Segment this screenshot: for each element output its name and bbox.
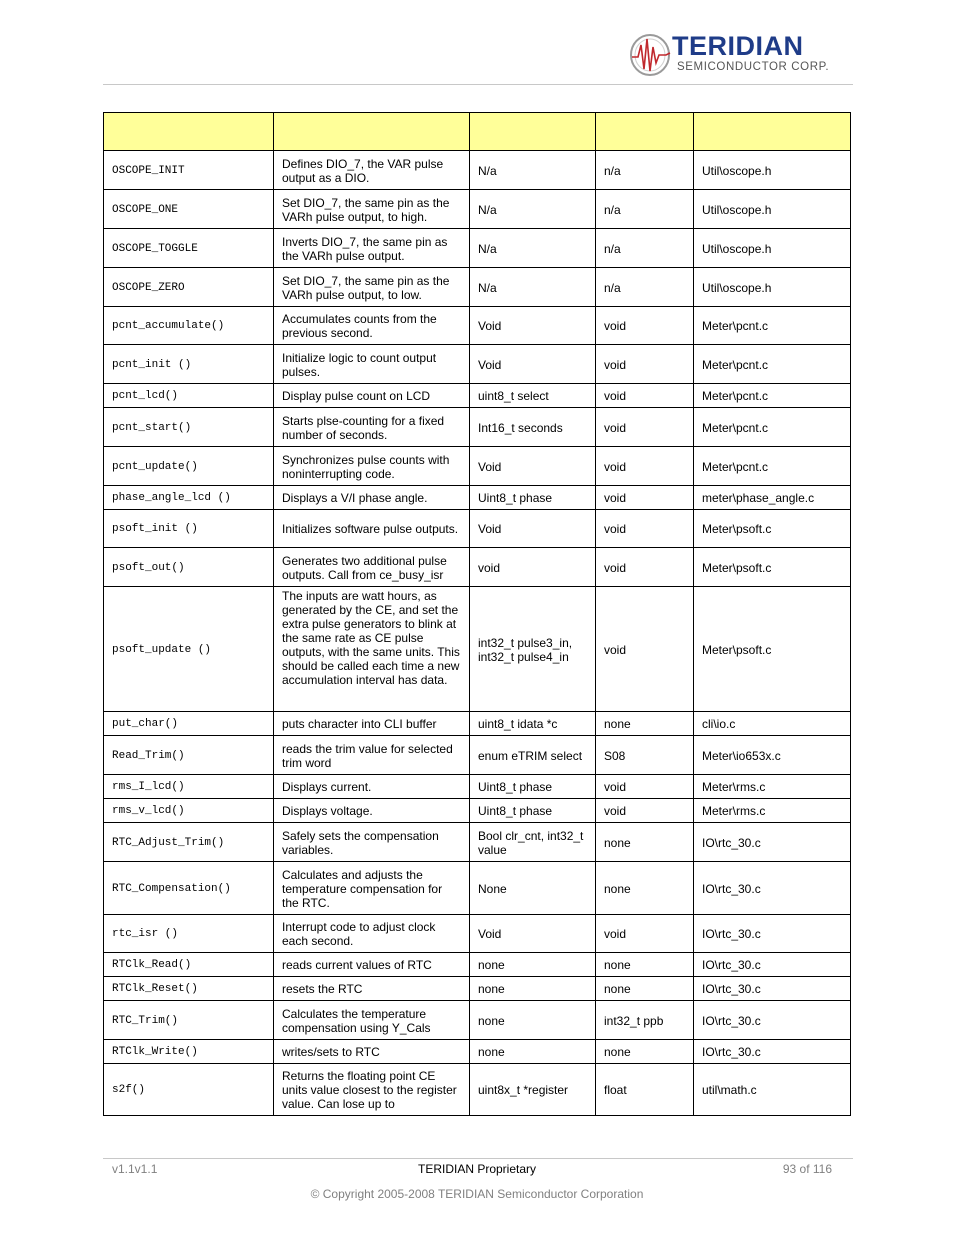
output-cell: none — [596, 862, 694, 915]
document-version: v1.1v1.1 — [112, 1162, 158, 1176]
table-row — [104, 268, 851, 307]
table-row — [104, 151, 851, 190]
table-row — [104, 1001, 851, 1040]
proprietary-notice: TERIDIAN Proprietary — [417, 1162, 537, 1176]
table-row — [104, 915, 851, 953]
function-name-cell: RTC_Trim() — [104, 1001, 274, 1040]
column-header — [694, 113, 851, 151]
description-cell: Displays current. — [274, 775, 470, 799]
table-row — [104, 977, 851, 1001]
file-cell: Meter\psoft.c — [694, 510, 851, 548]
output-cell: n/a — [596, 151, 694, 190]
file-cell: meter\phase_angle.c — [694, 486, 851, 510]
function-name-cell: rms_I_lcd() — [104, 775, 274, 799]
file-cell: Meter\pcnt.c — [694, 447, 851, 486]
table-row — [104, 229, 851, 268]
function-name-cell: put_char() — [104, 712, 274, 736]
description-cell: The inputs are watt hours, as generated by the CE, and set the extra pulse generators to blink at the same rate as CE pulse outputs, with the same units. This should be called each time a new accumulation interval has data. — [274, 587, 470, 712]
file-cell: Meter\psoft.c — [694, 548, 851, 587]
input-cell: void — [470, 548, 596, 587]
input-cell: Void — [470, 915, 596, 953]
file-cell: Util\oscope.h — [694, 229, 851, 268]
output-cell: none — [596, 823, 694, 862]
function-name-cell: RTClk_Read() — [104, 953, 274, 977]
function-name-cell: Read_Trim() — [104, 736, 274, 775]
description-cell: Set DIO_7, the same pin as the VARh pulse output, to low. — [274, 268, 470, 307]
description-cell: Display pulse count on LCD — [274, 384, 470, 408]
output-cell: void — [596, 486, 694, 510]
output-cell: void — [596, 915, 694, 953]
table-row — [104, 823, 851, 862]
table-row — [104, 384, 851, 408]
teridian-logo — [630, 33, 830, 79]
output-cell: none — [596, 1040, 694, 1064]
file-cell: Meter\pcnt.c — [694, 345, 851, 384]
input-cell: None — [470, 862, 596, 915]
description-cell: writes/sets to RTC — [274, 1040, 470, 1064]
description-cell: Returns the floating point CE units value closest to the register value. Can lose up to — [274, 1064, 470, 1116]
description-cell: reads current values of RTC — [274, 953, 470, 977]
input-cell: N/a — [470, 151, 596, 190]
description-cell: resets the RTC — [274, 977, 470, 1001]
input-cell: N/a — [470, 268, 596, 307]
output-cell: void — [596, 510, 694, 548]
input-cell: uint8x_t *register — [470, 1064, 596, 1116]
function-table — [103, 112, 851, 1116]
file-cell: IO\rtc_30.c — [694, 1001, 851, 1040]
file-cell: IO\rtc_30.c — [694, 915, 851, 953]
description-cell: Displays voltage. — [274, 799, 470, 823]
function-name-cell: pcnt_accumulate() — [104, 307, 274, 345]
file-cell: util\math.c — [694, 1064, 851, 1116]
output-cell: void — [596, 775, 694, 799]
table-row — [104, 510, 851, 548]
footer-divider — [103, 1158, 853, 1159]
description-cell: Inverts DIO_7, the same pin as the VARh pulse output. — [274, 229, 470, 268]
output-cell: none — [596, 953, 694, 977]
file-cell: cli\io.c — [694, 712, 851, 736]
file-cell: Meter\pcnt.c — [694, 408, 851, 447]
table-row — [104, 587, 851, 712]
output-cell: void — [596, 447, 694, 486]
page-number: 93 of 116 — [782, 1162, 832, 1176]
table-row — [104, 548, 851, 587]
description-cell: Initialize logic to count output pulses. — [274, 345, 470, 384]
column-header — [104, 113, 274, 151]
file-cell: Meter\pcnt.c — [694, 307, 851, 345]
description-cell: Generates two additional pulse outputs. Call from ce_busy_isr — [274, 548, 470, 587]
output-cell: void — [596, 345, 694, 384]
description-cell: Calculates the temperature compensation using Y_Cals — [274, 1001, 470, 1040]
input-cell: Uint8_t phase — [470, 799, 596, 823]
table-row — [104, 862, 851, 915]
brand-name: TERIDIAN — [672, 31, 804, 61]
table-row — [104, 307, 851, 345]
file-cell: IO\rtc_30.c — [694, 1040, 851, 1064]
table-row — [104, 775, 851, 799]
function-name-cell: psoft_init () — [104, 510, 274, 548]
description-cell: Starts plse-counting for a fixed number of seconds. — [274, 408, 470, 447]
file-cell: Meter\io653x.c — [694, 736, 851, 775]
function-name-cell: pcnt_start() — [104, 408, 274, 447]
brand-subtitle: SEMICONDUCTOR CORP. — [677, 61, 830, 73]
table-row — [104, 408, 851, 447]
input-cell: none — [470, 977, 596, 1001]
input-cell: N/a — [470, 229, 596, 268]
input-cell: none — [470, 1001, 596, 1040]
input-cell: none — [470, 1040, 596, 1064]
output-cell: int32_t ppb — [596, 1001, 694, 1040]
function-name-cell: psoft_update () — [104, 587, 274, 712]
table-row — [104, 447, 851, 486]
column-header — [470, 113, 596, 151]
table-row — [104, 486, 851, 510]
header-divider — [103, 84, 853, 85]
column-header — [274, 113, 470, 151]
input-cell: Uint8_t phase — [470, 486, 596, 510]
table-row — [104, 736, 851, 775]
input-cell: Void — [470, 447, 596, 486]
input-cell: int32_t pulse3_in, int32_t pulse4_in — [470, 587, 596, 712]
input-cell: Void — [470, 307, 596, 345]
output-cell: float — [596, 1064, 694, 1116]
output-cell: none — [596, 977, 694, 1001]
output-cell: S08 — [596, 736, 694, 775]
file-cell: IO\rtc_30.c — [694, 862, 851, 915]
output-cell: n/a — [596, 190, 694, 229]
file-cell: Util\oscope.h — [694, 268, 851, 307]
column-header — [596, 113, 694, 151]
file-cell: IO\rtc_30.c — [694, 953, 851, 977]
table-row — [104, 953, 851, 977]
file-cell: Meter\psoft.c — [694, 587, 851, 712]
description-cell: Set DIO_7, the same pin as the VARh pulse output, to high. — [274, 190, 470, 229]
file-cell: Util\oscope.h — [694, 151, 851, 190]
file-cell: Meter\pcnt.c — [694, 384, 851, 408]
output-cell: void — [596, 587, 694, 712]
output-cell: void — [596, 548, 694, 587]
table-row — [104, 799, 851, 823]
description-cell: Safely sets the compensation variables. — [274, 823, 470, 862]
function-name-cell: RTC_Adjust_Trim() — [104, 823, 274, 862]
function-name-cell: pcnt_update() — [104, 447, 274, 486]
file-cell: IO\rtc_30.c — [694, 823, 851, 862]
description-cell: puts character into CLI buffer — [274, 712, 470, 736]
output-cell: n/a — [596, 268, 694, 307]
file-cell: Meter\rms.c — [694, 775, 851, 799]
function-name-cell: pcnt_init () — [104, 345, 274, 384]
output-cell: none — [596, 712, 694, 736]
function-name-cell: OSCOPE_INIT — [104, 151, 274, 190]
copyright-notice: © Copyright 2005-2008 TERIDIAN Semiconductor Corporation — [310, 1187, 644, 1201]
file-cell: IO\rtc_30.c — [694, 977, 851, 1001]
output-cell: void — [596, 408, 694, 447]
file-cell: Meter\rms.c — [694, 799, 851, 823]
input-cell: Int16_t seconds — [470, 408, 596, 447]
input-cell: uint8_t idata *c — [470, 712, 596, 736]
file-cell: Util\oscope.h — [694, 190, 851, 229]
description-cell: Initializes software pulse outputs. — [274, 510, 470, 548]
output-cell: void — [596, 799, 694, 823]
function-name-cell: s2f() — [104, 1064, 274, 1116]
function-name-cell: OSCOPE_ZERO — [104, 268, 274, 307]
input-cell: uint8_t select — [470, 384, 596, 408]
input-cell: Void — [470, 345, 596, 384]
input-cell: Void — [470, 510, 596, 548]
function-name-cell: RTClk_Reset() — [104, 977, 274, 1001]
table-row — [104, 190, 851, 229]
input-cell: N/a — [470, 190, 596, 229]
input-cell: enum eTRIM select — [470, 736, 596, 775]
input-cell: Uint8_t phase — [470, 775, 596, 799]
function-name-cell: OSCOPE_ONE — [104, 190, 274, 229]
description-cell: Accumulates counts from the previous second. — [274, 307, 470, 345]
output-cell: void — [596, 307, 694, 345]
function-name-cell: phase_angle_lcd () — [104, 486, 274, 510]
description-cell: Defines DIO_7, the VAR pulse output as a DIO. — [274, 151, 470, 190]
input-cell: Bool clr_cnt, int32_t value — [470, 823, 596, 862]
table-row — [104, 1064, 851, 1116]
table-row — [104, 345, 851, 384]
function-name-cell: psoft_out() — [104, 548, 274, 587]
table-row — [104, 712, 851, 736]
table-body — [104, 151, 851, 1116]
table-row — [104, 1040, 851, 1064]
function-name-cell: RTC_Compensation() — [104, 862, 274, 915]
function-name-cell: rtc_isr () — [104, 915, 274, 953]
input-cell: none — [470, 953, 596, 977]
description-cell: Calculates and adjusts the temperature compensation for the RTC. — [274, 862, 470, 915]
function-name-cell: OSCOPE_TOGGLE — [104, 229, 274, 268]
description-cell: Displays a V/I phase angle. — [274, 486, 470, 510]
output-cell: void — [596, 384, 694, 408]
function-name-cell: rms_v_lcd() — [104, 799, 274, 823]
description-cell: Synchronizes pulse counts with noninterrupting code. — [274, 447, 470, 486]
description-cell: reads the trim value for selected trim word — [274, 736, 470, 775]
function-name-cell: pcnt_lcd() — [104, 384, 274, 408]
table-header-row — [104, 113, 851, 151]
output-cell: n/a — [596, 229, 694, 268]
function-name-cell: RTClk_Write() — [104, 1040, 274, 1064]
description-cell: Interrupt code to adjust clock each second. — [274, 915, 470, 953]
waveform-globe-icon — [630, 33, 672, 79]
